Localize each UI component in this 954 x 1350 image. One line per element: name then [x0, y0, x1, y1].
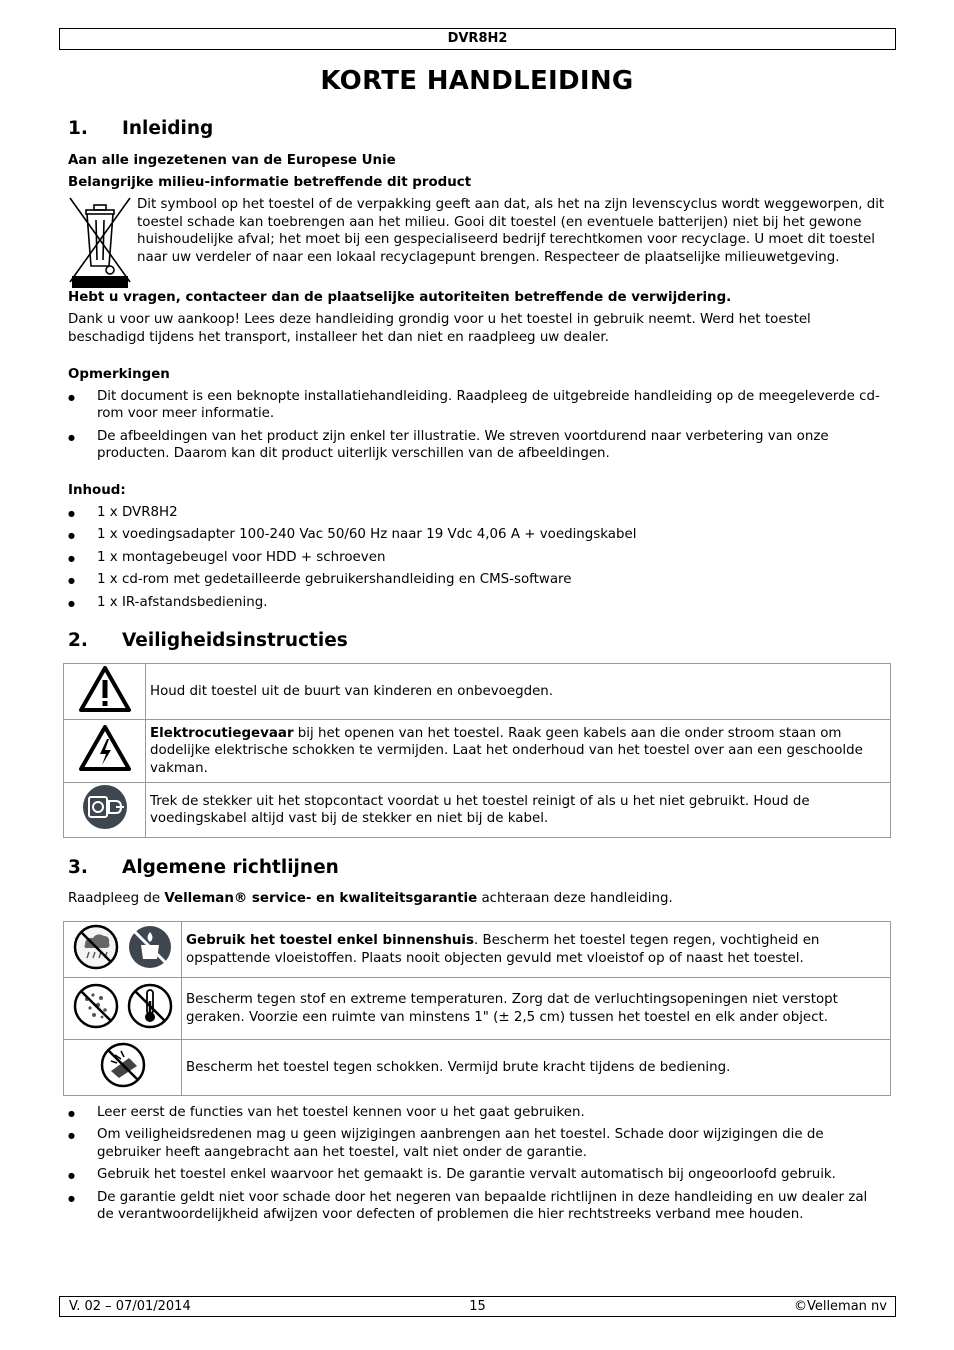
notes-list: [68, 388, 888, 463]
table-row: [64, 978, 891, 1040]
environment-icons: [64, 978, 182, 1040]
page-title: KORTE HANDLEIDING: [320, 66, 634, 96]
table-row: [64, 783, 891, 838]
body-text: . Bescherm het toestel tegen regen, vochtigheid en opspattende vloeistoffen. Plaats nooit objecten gevuld met vloeistof op of naast het toestel.: [186, 933, 820, 966]
body-text: Raadpleeg de: [68, 891, 165, 906]
version-date: V. 02 – 07/01/2014: [69, 1299, 191, 1314]
disposal-contact-line: Hebt u vragen, contacteer dan de plaatselijke autoriteiten betreffende de verwijdering.: [68, 290, 732, 305]
warning-icon: [64, 664, 146, 720]
thanks-paragraph: Dank u voor uw aankoop! Lees deze handleiding grondig voor u het toestel in gebruik neemt. Werd het toestel beschadigd tijdens het transport, installeer het dan niet en raadpleeg uw dealer.: [68, 312, 811, 345]
list-item: ● 1 x montagebeugel voor HDD + schroeven: [68, 549, 888, 566]
no-liquid-icon: [129, 926, 171, 968]
guideline-text: Bescherm tegen stof en extreme temperaturen. Zorg dat de verluchtingsopeningen niet verstopt geraken. Voorzie een ruimte van minstens 1" (± 2,5 cm) tussen het toestel en elk ander object.: [182, 978, 891, 1040]
safety-table: [63, 663, 891, 838]
safety-text: Houd dit toestel uit de buurt van kinderen en onbevoegden.: [146, 664, 891, 720]
table-row: [64, 720, 891, 783]
contents-list: [68, 504, 888, 611]
list-item: ● Gebruik het toestel enkel waarvoor het gemaakt is. De garantie vervalt automatisch bij ongeoorloofd gebruik.: [68, 1166, 888, 1183]
page-number: 15: [469, 1299, 486, 1314]
list-item: ● De garantie geldt niet voor schade door het negeren van bepaalde richtlijnen in deze handleiding en uw dealer zal de verantwoordelijkheid afwijzen voor defecten of problemen die hier rechtstreeks verband mee houden.: [68, 1189, 888, 1224]
section-number: 3.: [68, 857, 88, 878]
section-title: Algemene richtlijnen: [122, 857, 339, 878]
guidelines-list: [68, 1104, 888, 1223]
table-row: [64, 664, 891, 720]
body-text: achteraan deze handleiding.: [477, 891, 673, 906]
no-temperature-icon: [129, 985, 171, 1027]
list-item: ● Om veiligheidsredenen mag u geen wijzigingen aanbrengen aan het toestel. Schade door wijzigingen die de gebruiker heeft aangebracht aan het toestel, valt niet onder de garantie.: [68, 1126, 888, 1161]
list-item: ● Leer eerst de functies van het toestel kennen voor u het gaat gebruiken.: [68, 1104, 888, 1121]
notes-heading: Opmerkingen: [68, 367, 170, 382]
body-text: bij het openen van het toestel. Raak geen kabels aan die onder stroom staan om dodelijke elektrische schokken te vermijden. Laat het onderhoud van het toestel over aan een geschoolde vakman.: [150, 725, 863, 776]
emphasis-text: Velleman® service- en kwaliteitsgarantie: [164, 891, 478, 906]
section-title: Veiligheidsinstructies: [122, 630, 348, 651]
emphasis-text: Gebruik het toestel enkel binnenshuis: [186, 933, 474, 948]
list-item: ● 1 x cd-rom met gedetailleerde gebruikershandleiding en CMS-software: [68, 571, 888, 588]
section-heading-veiligheid: [68, 630, 348, 651]
no-dust-icon: [75, 985, 117, 1027]
page-header: [59, 28, 896, 50]
emphasis-text: Elektrocutiegevaar: [150, 725, 294, 741]
list-item: ● De afbeeldingen van het product zijn enkel ter illustratie. We streven voortdurend naar verbetering van onze producten. Daarom kan dit product uiterlijk verschillen van de afbeeldingen.: [68, 428, 888, 463]
no-rain-icon: [75, 926, 117, 968]
list-item: ● 1 x DVR8H2: [68, 504, 888, 521]
weee-bin-icon: [68, 196, 132, 290]
section-heading-richtlijnen: [68, 857, 339, 878]
indoor-icons: [64, 922, 182, 978]
list-item: ● 1 x voedingsadapter 100-240 Vac 50/60 Hz naar 19 Vdc 4,06 A + voedingskabel: [68, 526, 888, 543]
safety-text: [146, 720, 891, 783]
table-row: [64, 1040, 891, 1096]
safety-text: Trek de stekker uit het stopcontact voordat u het toestel reinigt of als u het niet gebruikt. Houd de voedingskabel altijd vast bij de stekker en niet bij de kabel.: [146, 783, 891, 838]
no-shock-icon: [64, 1040, 182, 1096]
electric-shock-icon: [64, 720, 146, 783]
table-row: [64, 922, 891, 978]
list-item: ● 1 x IR-afstandsbediening.: [68, 594, 888, 611]
weee-text: Dit symbool op het toestel of de verpakking geeft aan dat, als het na zijn levenscyclus wordt weggeworpen, dit toestel schade kan toebrengen aan het milieu. Gooi dit toestel (en eventuele batterijen) niet bij het gewone huishoudelijke afval; het moet bij een gespecialiseerd bedrijf terechtkomen voor recyclage. U moet dit toestel naar uw verdeler of naar een lokaal recyclagepunt brengen. Respecteer de plaatselijke milieuwetgeving.: [137, 197, 885, 265]
contents-heading: Inhoud:: [68, 483, 126, 498]
guidelines-table: [63, 921, 891, 1096]
guideline-text: [182, 922, 891, 978]
section-heading-inleiding: [68, 118, 213, 139]
page-footer: [59, 1296, 896, 1317]
section-title: Inleiding: [122, 118, 214, 139]
copyright: ©Velleman nv: [793, 1299, 887, 1314]
guarantee-reference: [68, 890, 883, 908]
section-number: 1.: [68, 118, 88, 139]
environment-heading: Belangrijke milieu-informatie betreffende dit product: [68, 175, 472, 190]
eu-heading: Aan alle ingezetenen van de Europese Unie: [68, 153, 396, 168]
section-number: 2.: [68, 630, 88, 651]
guideline-text: Bescherm het toestel tegen schokken. Vermijd brute kracht tijdens de bediening.: [182, 1040, 891, 1096]
list-item: ● Dit document is een beknopte installatiehandleiding. Raadpleeg de uitgebreide handleiding op de meegeleverde cd-rom voor meer informatie.: [68, 388, 888, 423]
model-name: DVR8H2: [447, 31, 508, 46]
unplug-icon: [64, 783, 146, 838]
